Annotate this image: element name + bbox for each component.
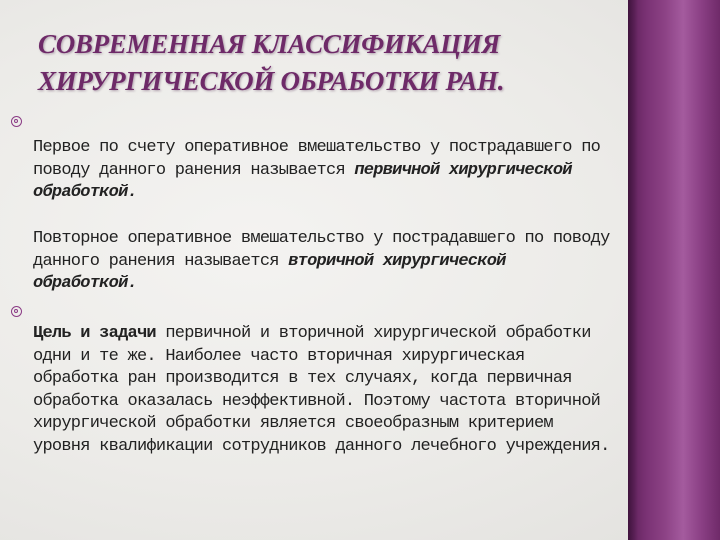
p3-text: первичной и вторичной хирургической обработки одни и те же. Наиболее часто вторичная хирургическая обработка ран производится в тех случаях, когда первичная обработка оказалась неэффективной. Поэтому частота вторичной хирургической обработки является своеобразным критерием уровня квалификации сотрудников данного лечебного учреждения. xyxy=(33,324,610,456)
p2-end: . xyxy=(127,274,137,293)
slide-title xyxy=(38,26,618,100)
side-bar-shade xyxy=(628,0,638,540)
p2-text: Повторное оперативное вмешательство у пострадавшего по поводу данного ранения называется xyxy=(33,229,610,271)
title-line-1: СОВРЕМЕННАЯ КЛАССИФИКАЦИЯ xyxy=(38,29,500,59)
p1-emphasis: первичной хирургической обработкой xyxy=(33,160,572,202)
paragraph-secondary-treatment xyxy=(33,228,618,296)
title-line-2: ХИРУРГИЧЕСКОЙ ОБРАБОТКИ РАН. xyxy=(38,66,505,96)
circle-bullet-icon xyxy=(11,306,22,317)
paragraph-primary-treatment xyxy=(33,137,618,205)
paragraph-goals xyxy=(33,323,618,458)
decorative-side-bar xyxy=(628,0,720,540)
p3-lead: Цель и задачи xyxy=(33,324,156,343)
p1-end: . xyxy=(127,183,137,202)
p2-emphasis: вторичной хирургической обработкой xyxy=(33,251,506,293)
p1-text: Первое по счету оперативное вмешательство у пострадавшего по поводу данного ранения называется xyxy=(33,138,601,180)
circle-bullet-icon xyxy=(11,116,22,127)
